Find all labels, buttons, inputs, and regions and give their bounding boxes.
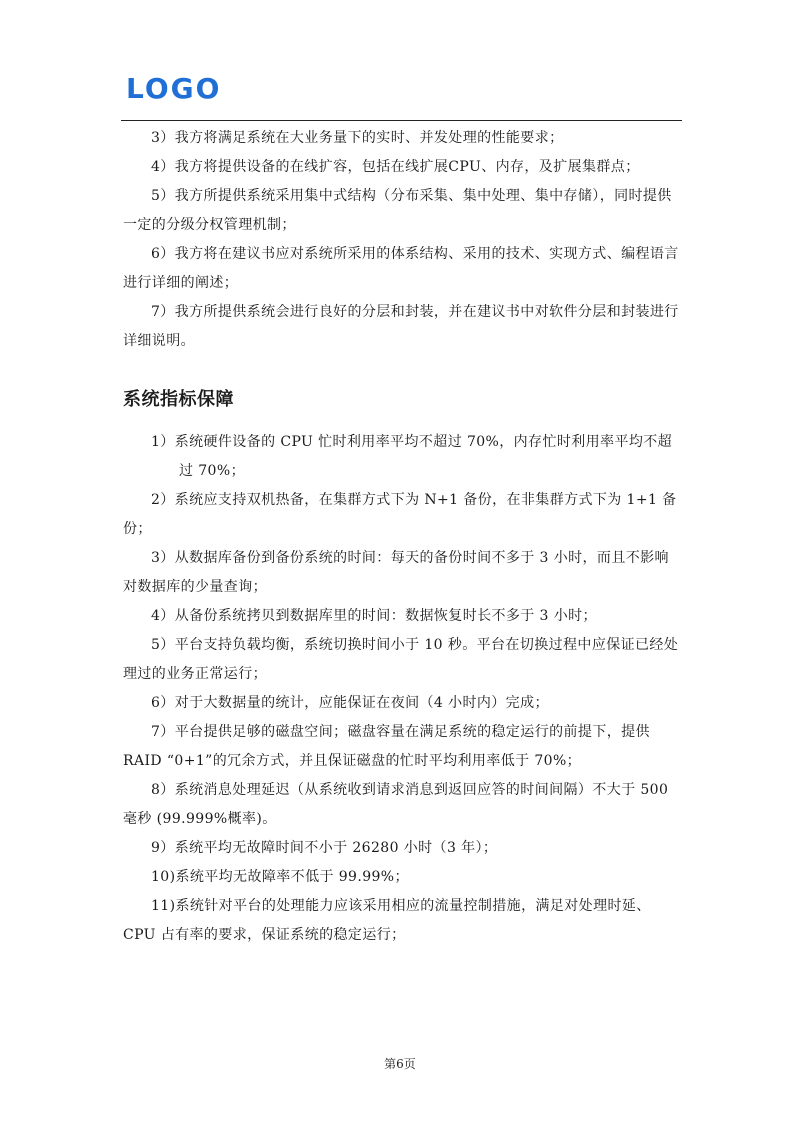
section-title: 系统指标保障	[123, 389, 234, 410]
page-number: 第6页	[384, 1057, 416, 1071]
list-item: 6）我方将在建议书应对系统所采用的体系结构、采用的技术、实现方式、编程语言进行详细的阐述；	[123, 246, 679, 291]
list-item: 7）平台提供足够的磁盘空间；磁盘容量在满足系统的稳定运行的前提下，提供 RAID “0+1”的冗余方式，并且保证磁盘的忙时平均利用率低于 70%；	[123, 724, 650, 769]
list-item: 3）我方将满足系统在大业务量下的实时、并发处理的性能要求；	[151, 130, 564, 146]
list-item: 8）系统消息处理延迟（从系统收到请求消息到返回应答的时间间隔）不大于 500 毫秒 (99.999%概率)。	[123, 782, 669, 827]
list-item: 2）系统应支持双机热备，在集群方式下为 N+1 备份，在非集群方式下为 1+1 备份；	[123, 492, 677, 537]
list-item: 10)系统平均无故障率不低于 99.99%；	[151, 869, 409, 885]
list-item: 3）从数据库备份到备份系统的时间：每天的备份时间不多于 3 小时，而且不影响对数据库的少量查询；	[123, 550, 669, 595]
list-item: 1）系统硬件设备的 CPU 忙时利用率平均不超过 70%，内存忙时利用率平均不超过 70%；	[151, 434, 673, 479]
list-item: 11)系统针对平台的处理能力应该采用相应的流量控制措施，满足对处理时延、CPU 占有率的要求，保证系统的稳定运行；	[123, 898, 651, 943]
list-item: 4）我方将提供设备的在线扩容，包括在线扩展CPU、内存，及扩展集群点；	[151, 159, 640, 175]
document-body	[123, 124, 681, 950]
list-item: 5）我方所提供系统采用集中式结构（分布采集、集中处理、集中存储），同时提供一定的分级分权管理机制；	[123, 188, 672, 233]
logo: LOGO	[126, 72, 222, 105]
list-item: 5）平台支持负载均衡，系统切换时间小于 10 秒。平台在切换过程中应保证已经处理过的业务正常运行；	[123, 637, 679, 682]
list-item: 4）从备份系统拷贝到数据库里的时间：数据恢复时长不多于 3 小时；	[151, 608, 597, 624]
list-item: 6）对于大数据量的统计，应能保证在夜间（4 小时内）完成；	[151, 695, 549, 711]
list-item: 9）系统平均无故障时间不小于 26280 小时（3 年）；	[151, 840, 498, 856]
header-divider	[121, 120, 682, 121]
list-item: 7）我方所提供系统会进行良好的分层和封装，并在建议书中对软件分层和封装进行详细说明。	[123, 304, 679, 349]
